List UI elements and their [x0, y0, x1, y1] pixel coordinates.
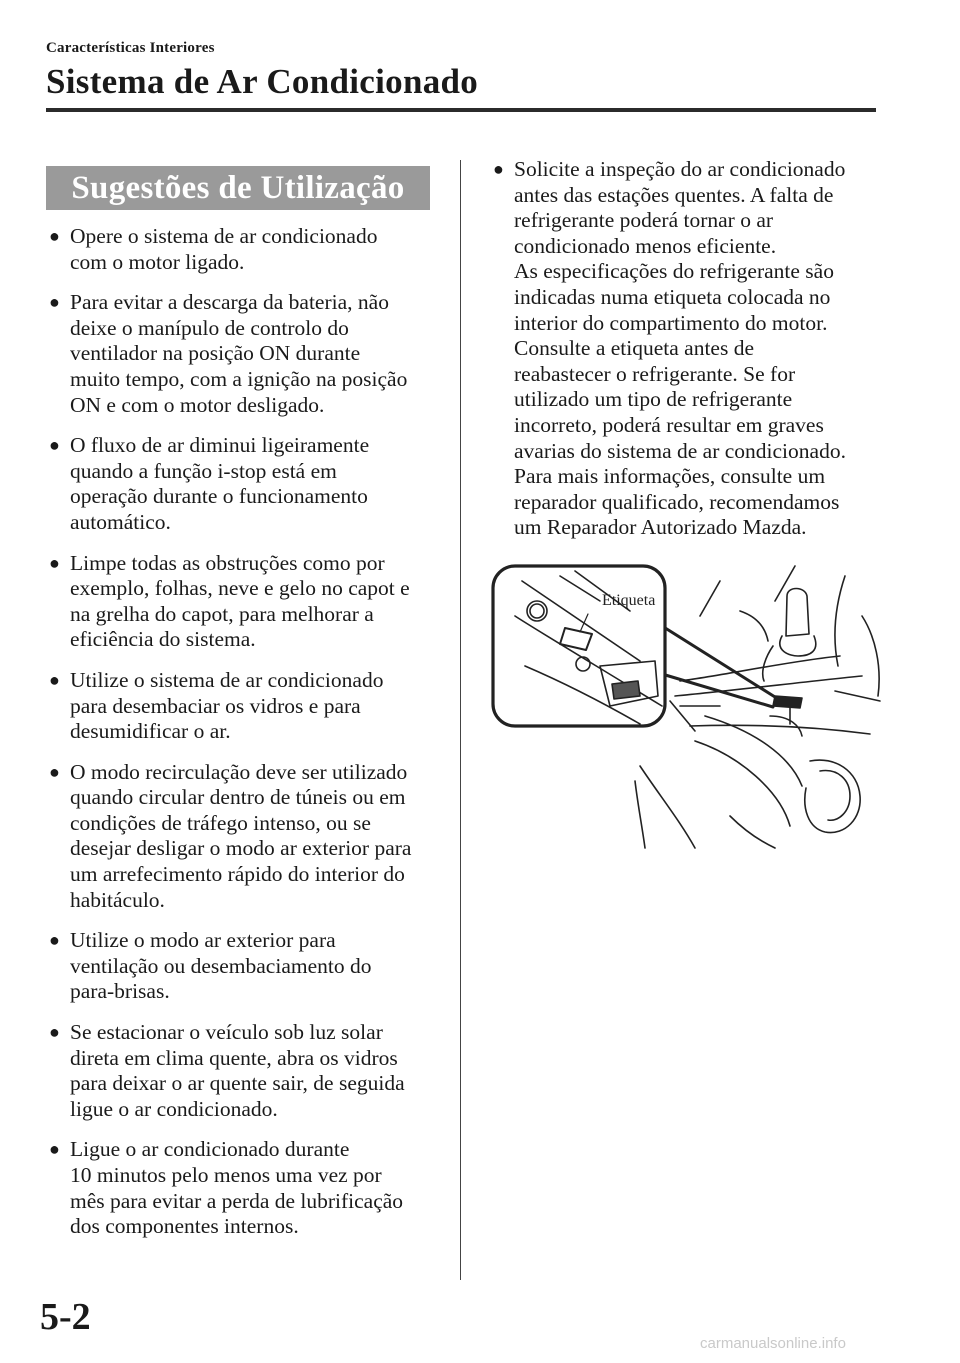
bullet-icon: ● [49, 1022, 60, 1043]
bullet-icon: ● [49, 669, 60, 690]
list-item [46, 1020, 441, 1122]
section-heading: Sugestões de Utilização [46, 166, 430, 210]
list-item-text: Solicite a inspeção do ar condicionado antes das estações quentes. A falta de refrigerante poderá tornar o ar condicionado menos eficiente. As especificações do refrigerante são indicadas numa etiqueta colocada no interior do compartimento do motor. Consulte a etiqueta antes de reabastecer o refrigerante. Se for utilizado um tipo de refrigerante incorreto, poderá resultar em graves avarias do sistema de ar condicionado. Para mais informações, consulte um reparador qualificado, recomendamos um Reparador Autorizado Mazda. [514, 157, 846, 540]
title-rule [46, 108, 876, 112]
list-item-text: O fluxo de ar diminui ligeiramente quando a função i-stop está em operação durante o funcionamento automático. [70, 433, 370, 534]
list-item-text: Utilize o modo ar exterior para ventilação ou desembaciamento do para-brisas. [70, 928, 372, 1004]
bullet-icon: ● [49, 761, 60, 782]
list-item [46, 1137, 441, 1239]
bullet-icon: ● [49, 552, 60, 573]
list-item [46, 760, 441, 914]
right-bullet-list [490, 157, 882, 556]
breadcrumb: Características Interiores [46, 40, 215, 56]
left-bullet-list [46, 224, 441, 1255]
bullet-icon: ● [49, 435, 60, 456]
list-item-text: Se estacionar o veículo sob luz solar direta em clima quente, abra os vidros para deixar o ar quente sair, de seguida ligue o ar condicionado. [70, 1020, 405, 1121]
bullet-icon: ● [493, 159, 504, 179]
list-item-text: Utilize o sistema de ar condicionado para desembaciar os vidros e para desumidificar o ar. [70, 667, 384, 744]
list-item-text: O modo recirculação deve ser utilizado quando circular dentro de túneis ou em condições de tráfego intenso, ou se desejar desligar o modo ar exterior para um arrefecimento rápido do interior do habitáculo. [70, 759, 412, 912]
list-item [490, 157, 882, 541]
bullet-icon: ● [49, 292, 60, 313]
watermark: carmanualsonline.info [700, 1335, 846, 1352]
list-item [46, 433, 441, 535]
list-item-text: Limpe todas as obstruções como por exemplo, folhas, neve e gelo no capot e na grelha do capot, para melhorar a eficiência do sistema. [70, 550, 410, 652]
callout-label: Etiqueta [602, 592, 656, 609]
page-title: Sistema de Ar Condicionado [46, 62, 479, 101]
list-item [46, 224, 441, 275]
bullet-icon: ● [49, 930, 60, 951]
list-item-text: Para evitar a descarga da bateria, não deixe o manípulo de controlo do ventilador na posição ON durante muito tempo, com a ignição na posição ON e com o motor desligado. [70, 290, 408, 417]
page-number: 5-2 [40, 1296, 91, 1338]
list-item [46, 551, 441, 653]
list-item [46, 668, 441, 745]
engine-background-lines [635, 566, 880, 848]
list-item [46, 290, 441, 418]
list-item-text: Ligue o ar condicionado durante 10 minutos pelo menos uma vez por mês para evitar a perda de lubrificação dos componentes internos. [70, 1137, 404, 1239]
engine-compartment-illustration [490, 556, 890, 856]
bullet-icon: ● [49, 226, 60, 246]
column-divider [460, 160, 461, 1280]
engine-compartment-drawing [490, 556, 890, 856]
list-item [46, 928, 441, 1005]
list-item-text: Opere o sistema de ar condicionado com o motor ligado. [70, 224, 378, 274]
bullet-icon: ● [49, 1139, 60, 1160]
callout-inset [493, 566, 665, 726]
